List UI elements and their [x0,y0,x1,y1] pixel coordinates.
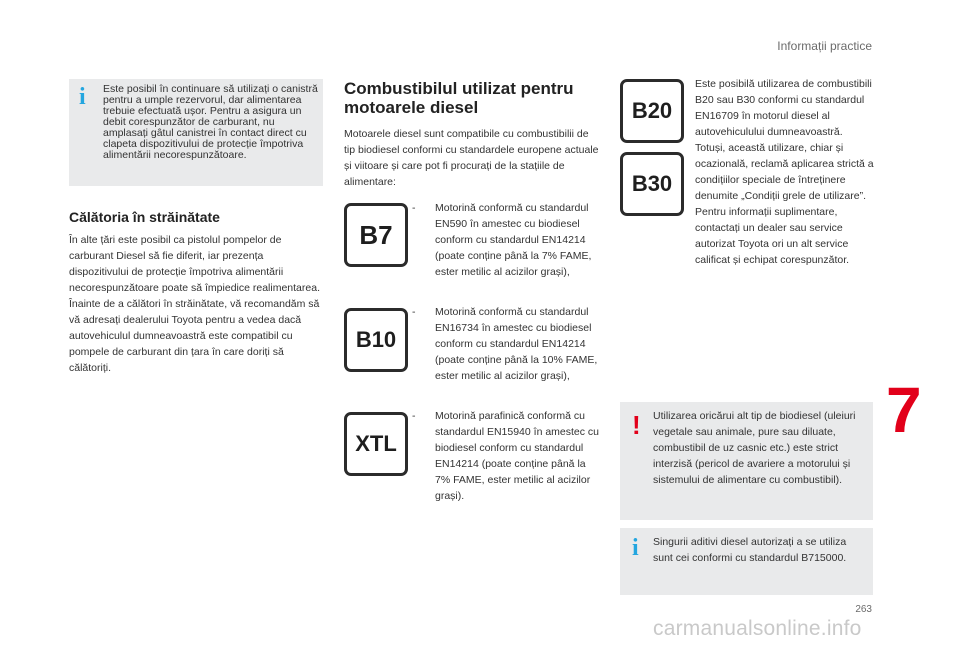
info-box-left [69,79,323,186]
info-box-right-text: Singurii aditivi diesel autorizați a se utiliza sunt cei conformi cu standardul B715000. [653,536,847,564]
page-header-title: Informații practice [777,39,872,53]
info-box-left-text: Este posibil în continuare să utilizați o canistră pentru a umple rezervorul, dar alimentarea trebuie efectuată ușor. Pentru a asigura un debit corespunzător de carburant, nu amplasați gâtul canistrei în contact direct cu clapeta dispozitivului de protecție împotriva alimentării necorespunzătoare. [103,83,318,161]
fuel-heading: Combustibilul utilizat pentru motoarele diesel [344,79,574,117]
b7-fuel-badge: B7 [344,203,408,267]
b20-b30-text: Este posibilă utilizarea de combustibili B20 sau B30 conformi cu standardul EN16709 în motorul diesel al autovehiculului dumneavoastră. Totuși, această utilizare, chiar și ocazională, reclamă aplicarea strictă a condițiilor speciale de întreținere denumite „Condiții grele de utilizare”. Pentru informații suplimentare, contactați un dealer sau service autorizat Toyota ori un alt service calificat și echipat corespunzător. [695,78,874,266]
warning-icon: ! [632,410,641,440]
b30-fuel-badge: B30 [620,152,684,216]
watermark: carmanualsonline.info [653,617,862,640]
info-icon: i [632,535,639,561]
travel-heading: Călătoria în străinătate [69,209,220,225]
info-icon: i [79,84,86,110]
b20-fuel-badge: B20 [620,79,684,143]
xtl-fuel-badge: XTL [344,412,408,476]
xtl-description: Motorină parafinică conformă cu standardul EN15940 în amestec cu biodiesel conform cu standardul EN14214 (poate conține până la 7% FAME, ester metilic al acizilor grași). [435,410,600,502]
info-box-right [620,528,873,595]
travel-text: În alte țări este posibil ca pistolul pompelor de carburant Diesel să fie diferit, iar prezența dispozitivului de protecție împotriva alimentării necorespunzătoare poate să împiedice realimentarea. Înainte de a călători în străinătate, vă recomandăm să vă adresați dealerului Toyota pentru a vedea dacă autovehiculul dumneavoastră este compatibil cu pompele de carburant din țara în care doriți să călătoriți. [69,234,320,374]
page-number: 263 [855,604,872,615]
b7-description: Motorină conformă cu standardul EN590 în amestec cu biodiesel conform cu standardul EN14214 (poate conține până la 7% FAME, ester metilic al acizilor grași), [435,202,592,278]
fuel-intro: Motoarele diesel sunt compatibile cu combustibilii de tip biodiesel conformi cu standardele europene actuale și viitoare și care pot fi procurați de la stațiile de alimentare: [344,128,599,188]
warning-box [620,402,873,520]
warning-text: Utilizarea oricărui alt tip de biodiesel (uleiuri vegetale sau animale, pure sau diluate, combustibil de uz casnic etc.) este strict interzisă (pericol de avariere a motorului și sistemului de alimentare cu combustibil). [653,410,856,486]
list-dash: - [412,202,416,214]
chapter-number: 7 [886,374,922,446]
b10-description: Motorină conformă cu standardul EN16734 în amestec cu biodiesel conform cu standardul EN14214 (poate conține până la 10% FAME, ester metilic al acizilor grași), [435,306,598,382]
list-dash: - [412,410,416,422]
list-dash: - [412,306,416,318]
b10-fuel-badge: B10 [344,308,408,372]
